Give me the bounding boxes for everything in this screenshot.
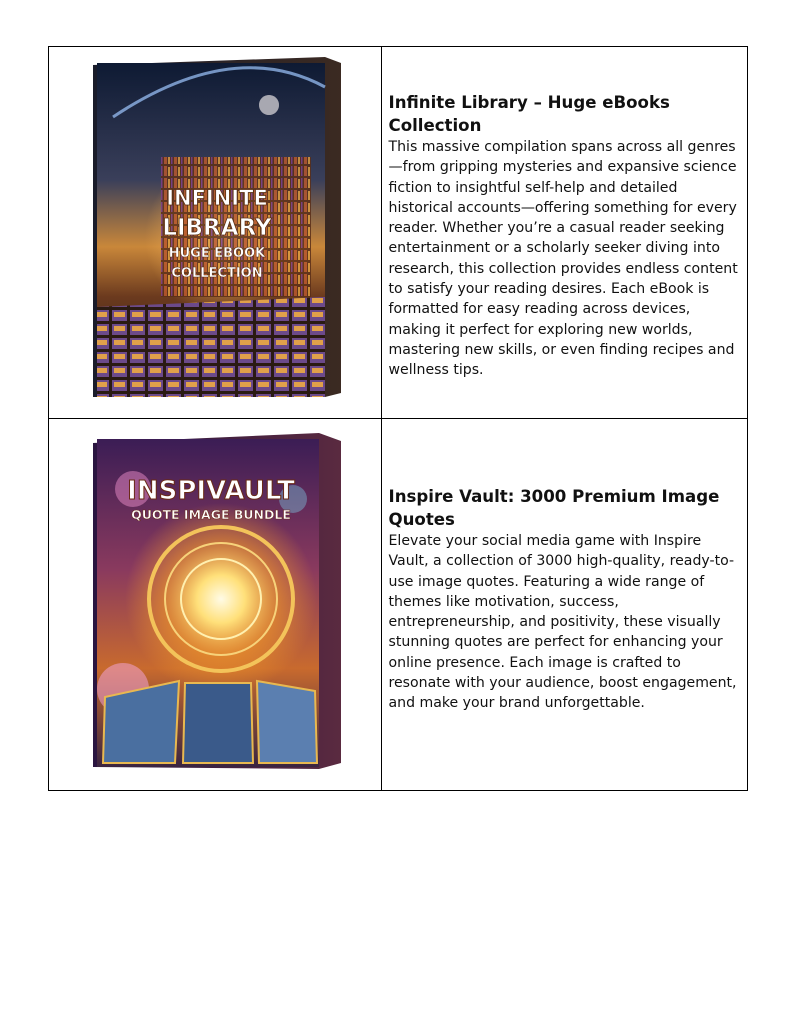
- cover-title-line-2: LIBRARY: [162, 215, 272, 241]
- cover-title-line-1: INFINITE: [166, 186, 268, 210]
- product-row: [49, 47, 748, 419]
- product-description: Elevate your social media game with Inspire Vault, a collection of 3000 high-quality, ready-to-use image quotes. Featuring a wide range of themes like motivation, success, entrepreneurship, and positivity, these visually stunning quotes are perfect for enhancing your online presence. Each image is crafted to resonate with your audience, boost engagement, and make your brand unforgettable.: [388, 533, 737, 712]
- inspivault-box-image: [93, 429, 341, 779]
- cover-title-line-3: HUGE EBOOK: [168, 246, 266, 261]
- infinite-library-box-image: [93, 57, 341, 407]
- product-text-cell: [381, 47, 747, 419]
- product-text-cell: [381, 419, 747, 791]
- product-table: [48, 46, 748, 791]
- product-title: Inspire Vault: 3000 Premium Image Quotes: [388, 487, 720, 529]
- product-image-cell: [49, 47, 382, 419]
- product-title: Infinite Library – Huge eBooks Collection: [388, 93, 670, 135]
- cover-title-line-4: COLLECTION: [171, 266, 263, 281]
- cover-title-line-1: INSPIVAULT: [127, 476, 295, 506]
- cover-title-line-2: QUOTE IMAGE BUNDLE: [131, 507, 291, 522]
- product-description: This massive compilation spans across all genres—from gripping mysteries and expansive science fiction to insightful self-help and detailed historical accounts—offering something for every reader. Whether you’re a casual reader seeking entertainment or a scholarly seeker diving into research, this collection provides endless content to satisfy your reading desires. Each eBook is formatted for easy reading across devices, making it perfect for exploring new worlds, mastering new skills, or even finding recipes and wellness tips.: [388, 139, 738, 379]
- product-image-cell: [49, 419, 382, 791]
- product-row: [49, 419, 748, 791]
